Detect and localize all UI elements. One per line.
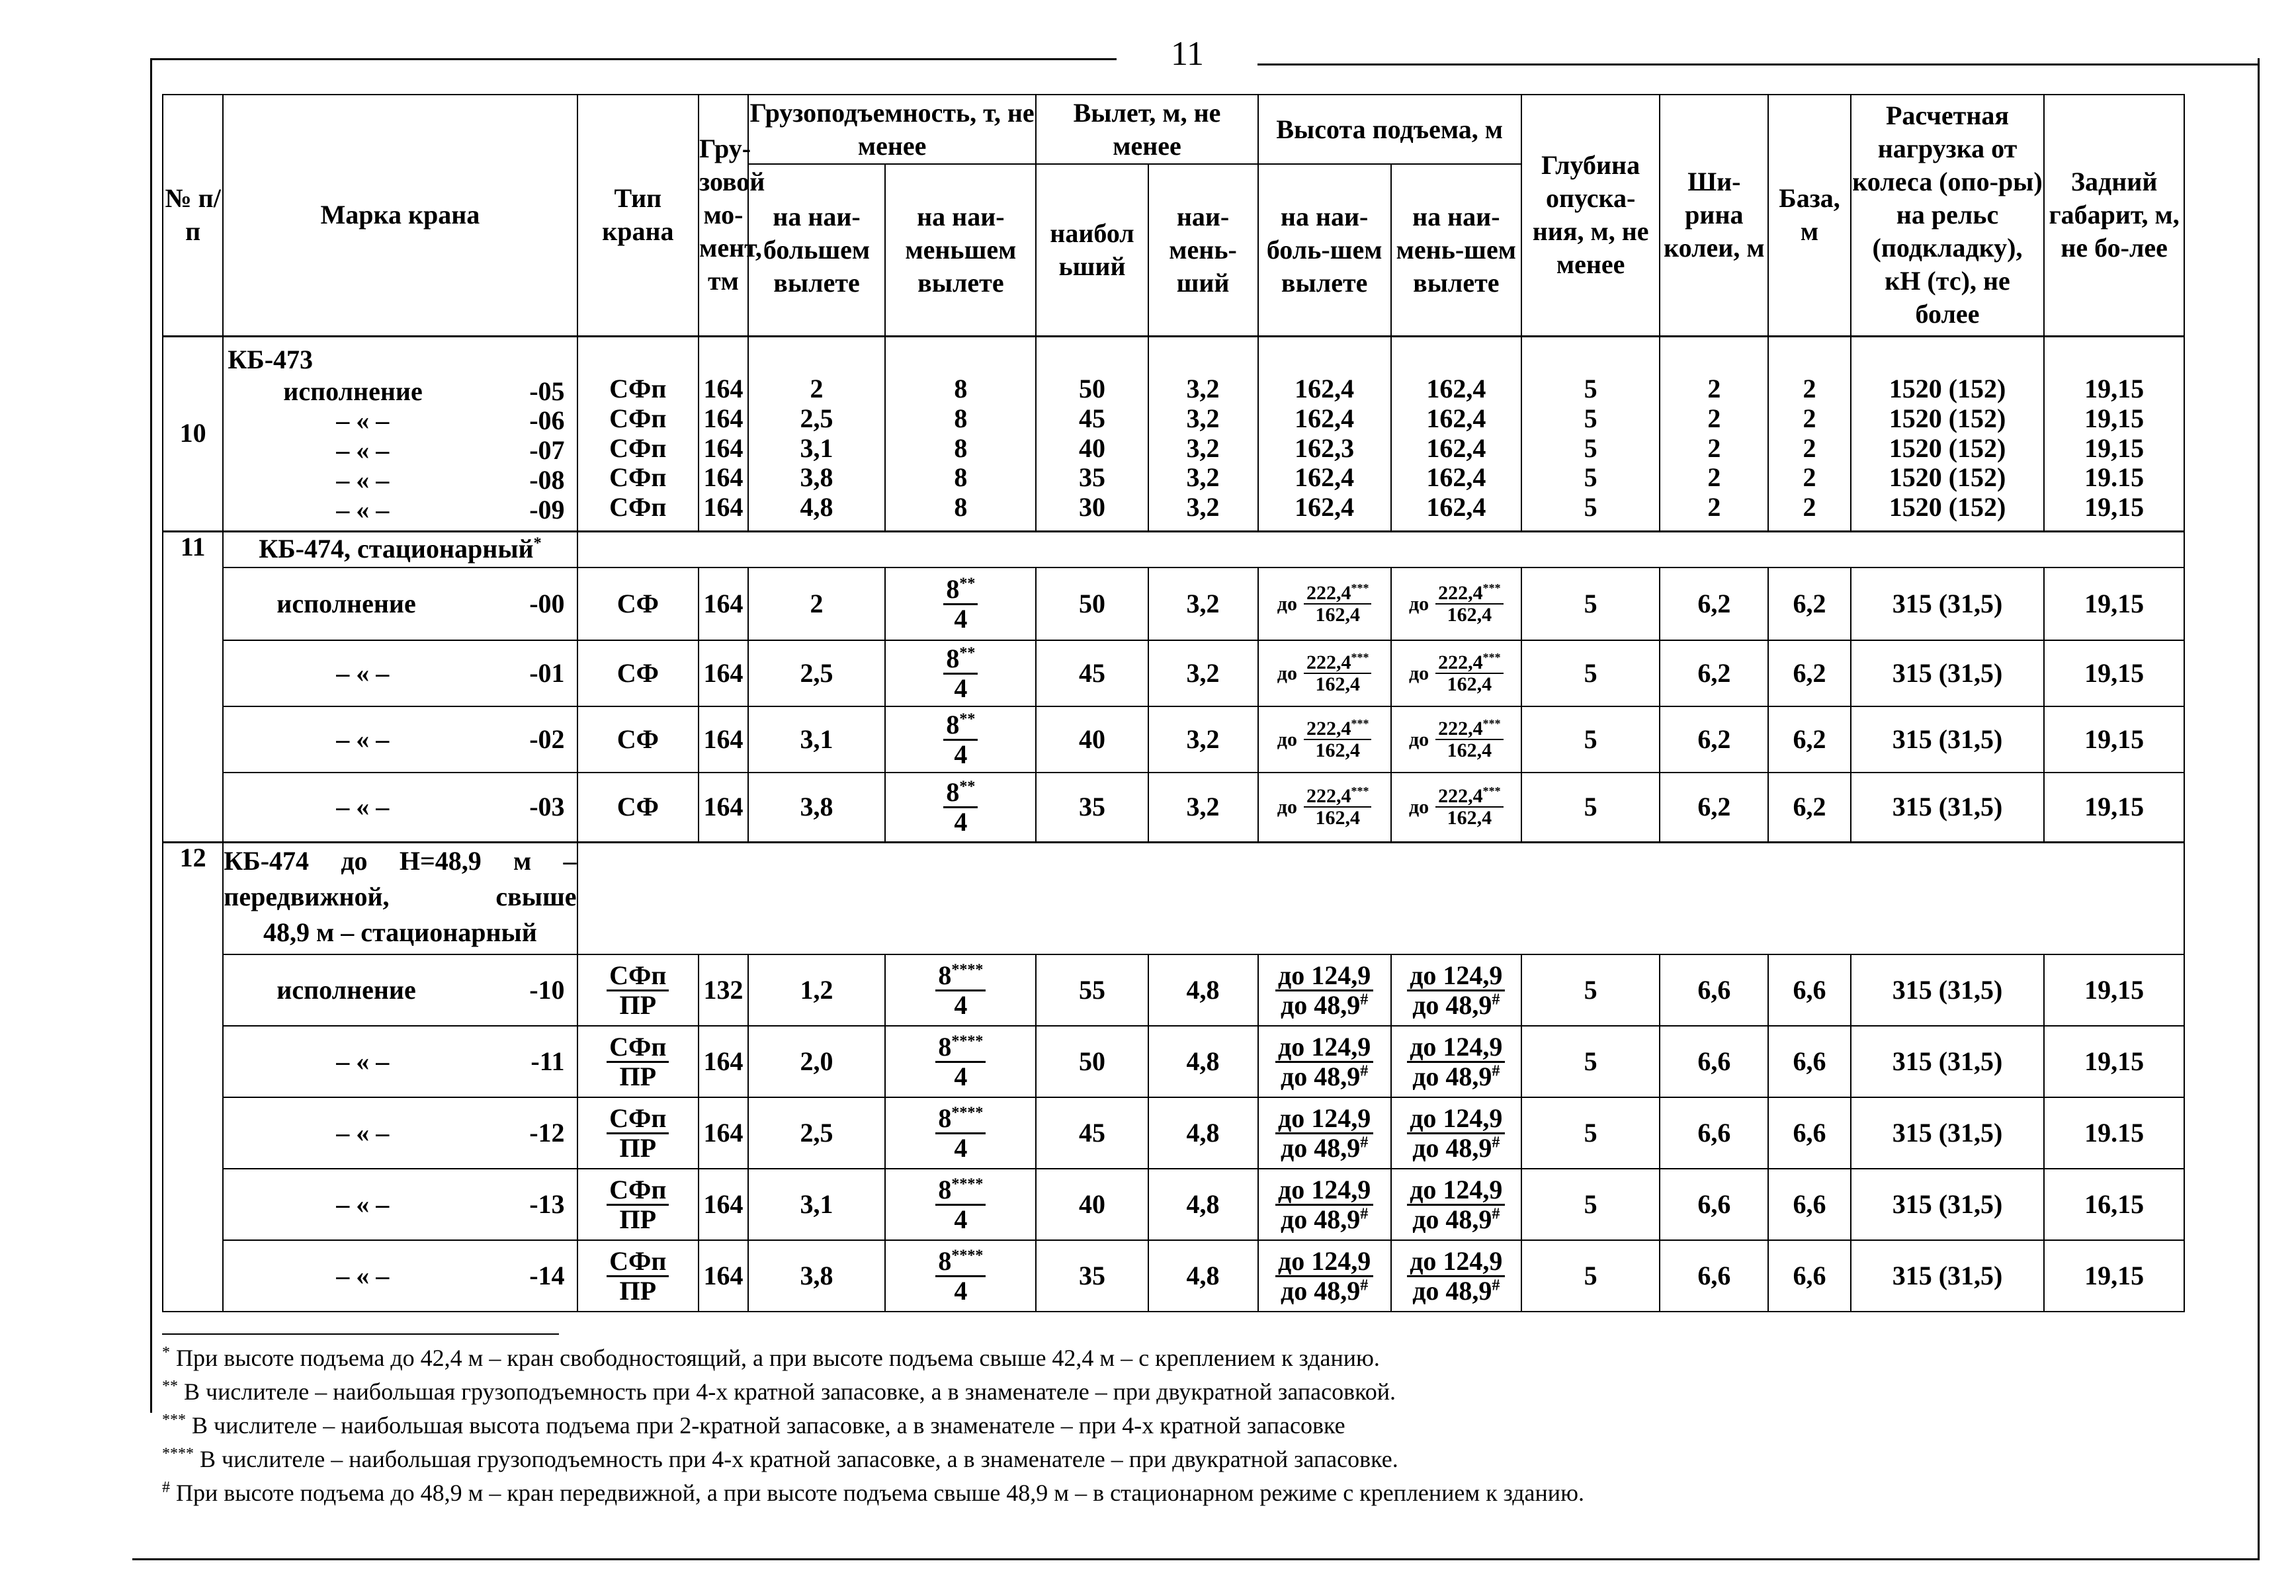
height-min-value: до $\frac{222,4^{***}}{162,4}$ (1391, 640, 1521, 706)
rear-value: 19,15 (2044, 567, 2184, 640)
rear-value: 16,15 (2044, 1169, 2184, 1240)
variant-label: – « – -02 (223, 706, 577, 773)
height-min-cell: 162,4 162,4 162,4 162,4 162,4 (1391, 336, 1521, 531)
header-moment: Гру-зовой мо-мент, тм (699, 95, 748, 336)
footnote: ** В числителе – наибольшая грузоподъемность при 4-х кратной запасовке, а в знаменателе – при двукратной запасовкой. (162, 1378, 1396, 1406)
variant-line: – « – -09 (336, 494, 565, 525)
section-title-row-kb474-mobile (163, 842, 2184, 954)
variant-row (163, 1097, 2184, 1169)
height-max-value: до $\frac{222,4^{***}}{162,4}$ (1258, 773, 1391, 842)
depth-cell: 5 5 5 5 5 (1521, 336, 1660, 531)
rear-value: 19,15 (2044, 954, 2184, 1026)
moment-value: 164 (699, 1169, 748, 1240)
footnote-rule (162, 1333, 559, 1335)
reach-max-value: 55 (1036, 954, 1148, 1026)
variant-row (163, 567, 2184, 640)
rear-value: 19,15 (2044, 640, 2184, 706)
crane-mark-title: КБ-474, стационарный* (223, 531, 577, 567)
variant-row (163, 773, 2184, 842)
gauge-value: 6,2 (1660, 567, 1768, 640)
frame-left-rule (150, 58, 152, 1413)
variant-line: – « – -06 (336, 405, 565, 436)
depth-value: 5 (1521, 567, 1660, 640)
reach-min-value: 4,8 (1148, 954, 1258, 1026)
load-value: 315 (31,5) (1851, 1026, 2045, 1097)
variant-row (163, 1240, 2184, 1312)
type-value: $\frac{\text{СФп}}{ПР}$ (577, 1240, 699, 1312)
height-min-value: до $\frac{222,4^{***}}{162,4}$ (1391, 706, 1521, 773)
moment-value: 164 (699, 1026, 748, 1097)
reach-max-value: 50 (1036, 1026, 1148, 1097)
reach-min-value: 3,2 (1148, 706, 1258, 773)
frame-top-rule-right (1257, 63, 2260, 65)
load-cell: 1520 (152) 1520 (152) 1520 (152) 1520 (152) 1520 (152) (1851, 336, 2045, 531)
variant-row (163, 1169, 2184, 1240)
crane-mark-title: КБ-474 до Н=48,9 м – передвижной, свыше 48,9 м – стационарный (223, 842, 577, 954)
height-min-value: до $\frac{222,4^{***}}{162,4}$ (1391, 773, 1521, 842)
frame-right-rule (2258, 58, 2260, 1560)
reach-max-value: 45 (1036, 640, 1148, 706)
cap-max-cell: 2 2,5 3,1 3,8 4,8 (748, 336, 885, 531)
footnote: * При высоте подъема до 42,4 м – кран свободностоящий, а при высоте подъема свыше 42,4 м – с креплением к зданию. (162, 1344, 1380, 1371)
footnote: *** В числителе – наибольшая высота подъема при 2-кратной запасовке, а в знаменателе – при 4-х кратной запасовке (162, 1411, 1345, 1439)
reach-min-value: 4,8 (1148, 1169, 1258, 1240)
variant-row (163, 1026, 2184, 1097)
load-value: 315 (31,5) (1851, 1169, 2045, 1240)
header-gauge: Ши-рина колеи, м (1660, 95, 1768, 336)
height-max-cell: 162,4 162,4 162,3 162,4 162,4 (1258, 336, 1391, 531)
cap-max-value: 3,1 (748, 706, 885, 773)
load-value: 315 (31,5) (1851, 640, 2045, 706)
height-min-value: $\frac{до 124,9}{до 48,9^{\#}}$ (1391, 1240, 1521, 1312)
header-reach-max: наибол ьший (1036, 164, 1148, 336)
type-value: $\frac{\text{СФп}}{ПР}$ (577, 1097, 699, 1169)
type-value: СФ (577, 640, 699, 706)
moment-value: 164 (699, 640, 748, 706)
height-min-value: $\frac{до 124,9}{до 48,9^{\#}}$ (1391, 1169, 1521, 1240)
depth-value: 5 (1521, 706, 1660, 773)
depth-value: 5 (1521, 1097, 1660, 1169)
variant-line: исполнение -05 (283, 376, 565, 406)
header-height-min: на наи-мень-шем вылете (1391, 164, 1521, 336)
cap-min-value: $\frac{8^{**}}{4}$ (885, 773, 1036, 842)
variant-label: – « – -01 (223, 640, 577, 706)
header-mark: Марка крана (223, 95, 577, 336)
height-max-value: $\frac{до 124,9}{до 48,9^{\#}}$ (1258, 954, 1391, 1026)
section-row-kb473 (163, 336, 2184, 531)
rear-value: 19,15 (2044, 1026, 2184, 1097)
type-value: СФ (577, 706, 699, 773)
load-value: 315 (31,5) (1851, 954, 2045, 1026)
height-max-value: $\frac{до 124,9}{до 48,9^{\#}}$ (1258, 1097, 1391, 1169)
base-value: 6,6 (1768, 1026, 1850, 1097)
depth-value: 5 (1521, 773, 1660, 842)
gauge-value: 6,6 (1660, 1169, 1768, 1240)
cap-max-value: 2,5 (748, 640, 885, 706)
page-number: 11 (1170, 35, 1205, 73)
header-capacity: Грузоподъемность, т, не менее (748, 95, 1037, 164)
section-number: 11 (163, 531, 223, 842)
height-max-value: до $\frac{222,4^{***}}{162,4}$ (1258, 567, 1391, 640)
variant-label: – « – -14 (223, 1240, 577, 1312)
variant-label: исполнение -00 (223, 567, 577, 640)
reach-max-value: 35 (1036, 1240, 1148, 1312)
cap-max-value: 2,0 (748, 1026, 885, 1097)
reach-max-value: 45 (1036, 1097, 1148, 1169)
gauge-value: 6,2 (1660, 773, 1768, 842)
reach-min-value: 3,2 (1148, 773, 1258, 842)
cap-min-value: $\frac{8^{**}}{4}$ (885, 567, 1036, 640)
type-value: СФ (577, 773, 699, 842)
depth-value: 5 (1521, 1026, 1660, 1097)
footnotes (162, 1341, 2213, 1511)
cap-min-value: $\frac{8^{**}}{4}$ (885, 640, 1036, 706)
gauge-value: 6,6 (1660, 1097, 1768, 1169)
height-max-value: $\frac{до 124,9}{до 48,9^{\#}}$ (1258, 1240, 1391, 1312)
reach-max-value: 35 (1036, 773, 1148, 842)
variant-row (163, 954, 2184, 1026)
rear-value: 19,15 (2044, 1240, 2184, 1312)
variant-line: – « – -08 (336, 464, 565, 495)
rear-value: 19,15 (2044, 773, 2184, 842)
footnote: # При высоте подъема до 48,9 м – кран передвижной, а при высоте подъема свыше 48,9 м – в стационарном режиме с креплением к зданию. (162, 1479, 1584, 1507)
height-min-value: до $\frac{222,4^{***}}{162,4}$ (1391, 567, 1521, 640)
height-max-value: $\frac{до 124,9}{до 48,9^{\#}}$ (1258, 1169, 1391, 1240)
moment-value: 164 (699, 706, 748, 773)
base-value: 6,6 (1768, 954, 1850, 1026)
cap-max-value: 2,5 (748, 1097, 885, 1169)
base-value: 6,2 (1768, 706, 1850, 773)
depth-value: 5 (1521, 1240, 1660, 1312)
header-base: База, м (1768, 95, 1850, 336)
header-rear: Задний габарит, м, не бо-лее (2044, 95, 2184, 336)
cap-max-value: 3,8 (748, 773, 885, 842)
variant-label: – « – -12 (223, 1097, 577, 1169)
crane-mark-title: КБ-473 (228, 344, 314, 374)
moment-value: 132 (699, 954, 748, 1026)
section-number: 10 (163, 336, 223, 531)
type-value: СФ (577, 567, 699, 640)
depth-value: 5 (1521, 954, 1660, 1026)
reach-max-value: 40 (1036, 1169, 1148, 1240)
height-max-value: до $\frac{222,4^{***}}{162,4}$ (1258, 706, 1391, 773)
section-number: 12 (163, 842, 223, 1312)
cap-min-cell: 8 8 8 8 8 (885, 336, 1036, 531)
cap-max-value: 1,2 (748, 954, 885, 1026)
moment-value: 164 (699, 567, 748, 640)
gauge-value: 6,2 (1660, 640, 1768, 706)
frame-bottom-rule (132, 1558, 2259, 1560)
reach-max-cell: 50 45 40 35 30 (1036, 336, 1148, 531)
crane-spec-table (162, 94, 2185, 1312)
type-cell: СФп СФп СФп СФп СФп (577, 336, 699, 531)
variant-label: исполнение -10 (223, 954, 577, 1026)
variant-line: – « – -07 (336, 435, 565, 466)
moment-cell: 164 164 164 164 164 (699, 336, 748, 531)
footnote: **** В числителе – наибольшая грузоподъемность при 4-х кратной запасовке, а в знаменателе – при двукратной запасовке. (162, 1445, 1398, 1473)
height-min-value: $\frac{до 124,9}{до 48,9^{\#}}$ (1391, 1026, 1521, 1097)
header-depth: Глубина опуска-ния, м, не менее (1521, 95, 1660, 336)
crane-mark-cell (223, 336, 577, 531)
frame-top-rule-left (150, 58, 1117, 60)
cap-min-value: $\frac{8^{****}}{4}$ (885, 1097, 1036, 1169)
base-value: 6,6 (1768, 1169, 1850, 1240)
type-value: $\frac{\text{СФп}}{ПР}$ (577, 1026, 699, 1097)
header-no: № п/п (163, 95, 223, 336)
variant-label: – « – -11 (223, 1026, 577, 1097)
moment-value: 164 (699, 773, 748, 842)
variant-row (163, 706, 2184, 773)
rear-value: 19,15 (2044, 706, 2184, 773)
reach-max-value: 40 (1036, 706, 1148, 773)
base-cell: 2 2 2 2 2 (1768, 336, 1850, 531)
header-height: Высота подъема, м (1258, 95, 1521, 164)
depth-value: 5 (1521, 640, 1660, 706)
variant-label: – « – -03 (223, 773, 577, 842)
header-reach: Вылет, м, не менее (1036, 95, 1257, 164)
header-load: Расчетная нагрузка от колеса (опо-ры) на рельс (подкладку), кН (тс), не более (1851, 95, 2045, 336)
height-max-value: $\frac{до 124,9}{до 48,9^{\#}}$ (1258, 1026, 1391, 1097)
header-height-max: на наи-боль-шем вылете (1258, 164, 1391, 336)
type-value: $\frac{\text{СФп}}{ПР}$ (577, 954, 699, 1026)
gauge-value: 6,2 (1660, 706, 1768, 773)
type-value: $\frac{\text{СФп}}{ПР}$ (577, 1169, 699, 1240)
base-value: 6,6 (1768, 1097, 1850, 1169)
base-value: 6,2 (1768, 567, 1850, 640)
height-max-value: до $\frac{222,4^{***}}{162,4}$ (1258, 640, 1391, 706)
reach-min-value: 4,8 (1148, 1240, 1258, 1312)
variant-label: – « – -13 (223, 1169, 577, 1240)
load-value: 315 (31,5) (1851, 1097, 2045, 1169)
base-value: 6,2 (1768, 773, 1850, 842)
base-value: 6,6 (1768, 1240, 1850, 1312)
height-min-value: $\frac{до 124,9}{до 48,9^{\#}}$ (1391, 1097, 1521, 1169)
reach-min-value: 3,2 (1148, 567, 1258, 640)
section-title-row-kb474 (163, 531, 2184, 567)
header-reach-min: наи-мень-ший (1148, 164, 1258, 336)
cap-min-value: $\frac{8^{****}}{4}$ (885, 1240, 1036, 1312)
gauge-cell: 2 2 2 2 2 (1660, 336, 1768, 531)
reach-min-cell: 3,2 3,2 3,2 3,2 3,2 (1148, 336, 1258, 531)
rear-cell: 19,15 19,15 19,15 19.15 19,15 (2044, 336, 2184, 531)
reach-min-value: 3,2 (1148, 640, 1258, 706)
header-cap-min: на наи-меньшем вылете (885, 164, 1036, 336)
cap-max-value: 3,8 (748, 1240, 885, 1312)
header-cap-max: на наи-большем вылете (748, 164, 885, 336)
load-value: 315 (31,5) (1851, 773, 2045, 842)
rear-value: 19.15 (2044, 1097, 2184, 1169)
reach-min-value: 4,8 (1148, 1097, 1258, 1169)
cap-min-value: $\frac{8^{****}}{4}$ (885, 1169, 1036, 1240)
cap-max-value: 3,1 (748, 1169, 885, 1240)
header-type: Тип крана (577, 95, 699, 336)
gauge-value: 6,6 (1660, 1026, 1768, 1097)
variant-row (163, 640, 2184, 706)
depth-value: 5 (1521, 1169, 1660, 1240)
cap-min-value: $\frac{8^{**}}{4}$ (885, 706, 1036, 773)
moment-value: 164 (699, 1240, 748, 1312)
load-value: 315 (31,5) (1851, 567, 2045, 640)
cap-min-value: $\frac{8^{****}}{4}$ (885, 954, 1036, 1026)
gauge-value: 6,6 (1660, 954, 1768, 1026)
base-value: 6,2 (1768, 640, 1850, 706)
reach-max-value: 50 (1036, 567, 1148, 640)
moment-value: 164 (699, 1097, 748, 1169)
cap-min-value: $\frac{8^{****}}{4}$ (885, 1026, 1036, 1097)
load-value: 315 (31,5) (1851, 1240, 2045, 1312)
gauge-value: 6,6 (1660, 1240, 1768, 1312)
load-value: 315 (31,5) (1851, 706, 2045, 773)
height-min-value: $\frac{до 124,9}{до 48,9^{\#}}$ (1391, 954, 1521, 1026)
cap-max-value: 2 (748, 567, 885, 640)
reach-min-value: 4,8 (1148, 1026, 1258, 1097)
